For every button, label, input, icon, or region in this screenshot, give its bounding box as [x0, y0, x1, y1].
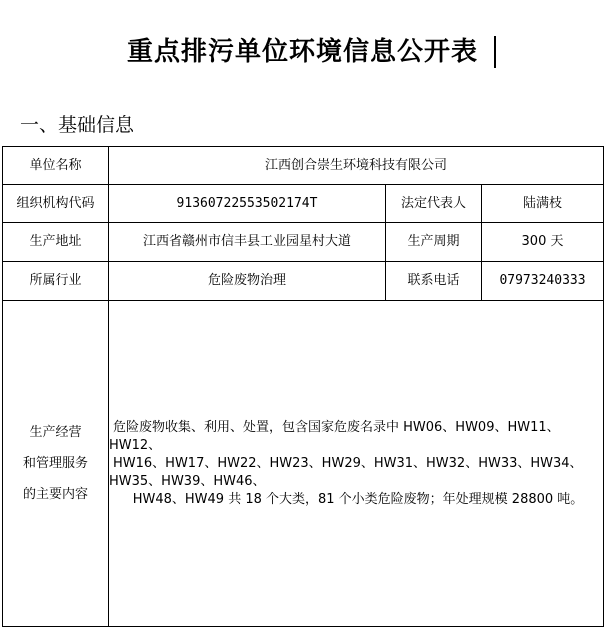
business-content-line: 危险废物收集、利用、处置，包含国家危废名录中 HW06、HW09、HW11、HW12、 — [109, 419, 560, 453]
table-row-address — [3, 223, 604, 262]
table-row-org-code — [3, 185, 604, 223]
label-company-name: 单位名称 — [3, 147, 109, 185]
table-row-company — [3, 147, 604, 185]
business-content-line: HW16、HW17、HW22、HW23、HW29、HW31、HW32、HW33、HW34、HW35、HW39、HW46、 — [109, 455, 583, 489]
info-table — [2, 146, 604, 627]
value-org-code: 91360722553502174T — [109, 185, 386, 223]
section-title: 一、基础信息 — [20, 114, 135, 136]
label-org-code: 组织机构代码 — [3, 185, 109, 223]
label-legal-rep: 法定代表人 — [386, 185, 482, 223]
business-label-line: 生产经营 — [29, 425, 82, 440]
business-content-line: HW48、HW49 共 18 个大类，81 个小类危险废物；年处理规模 28800 吨。 — [132, 491, 584, 507]
page-title: 重点排污单位环境信息公开表 — [126, 37, 478, 67]
value-legal-rep: 陆满枝 — [482, 185, 604, 223]
label-phone: 联系电话 — [386, 262, 482, 301]
business-label-line: 和管理服务 — [22, 456, 88, 471]
value-address: 江西省赣州市信丰县工业园星村大道 — [109, 223, 386, 262]
business-label-line: 的主要内容 — [22, 487, 88, 502]
business-content — [109, 419, 603, 509]
value-business-scope — [109, 301, 604, 627]
label-production-cycle: 生产周期 — [386, 223, 482, 262]
value-production-cycle: 300 天 — [482, 223, 604, 262]
table-row-industry — [3, 262, 604, 301]
text-cursor — [494, 36, 496, 68]
label-address: 生产地址 — [3, 223, 109, 262]
value-company-name: 江西创合崇生环境科技有限公司 — [109, 147, 604, 185]
label-industry: 所属行业 — [3, 262, 109, 301]
value-industry: 危险废物治理 — [109, 262, 386, 301]
value-phone: 07973240333 — [482, 262, 604, 301]
label-business-scope — [3, 301, 109, 627]
table-row-business — [3, 301, 604, 627]
